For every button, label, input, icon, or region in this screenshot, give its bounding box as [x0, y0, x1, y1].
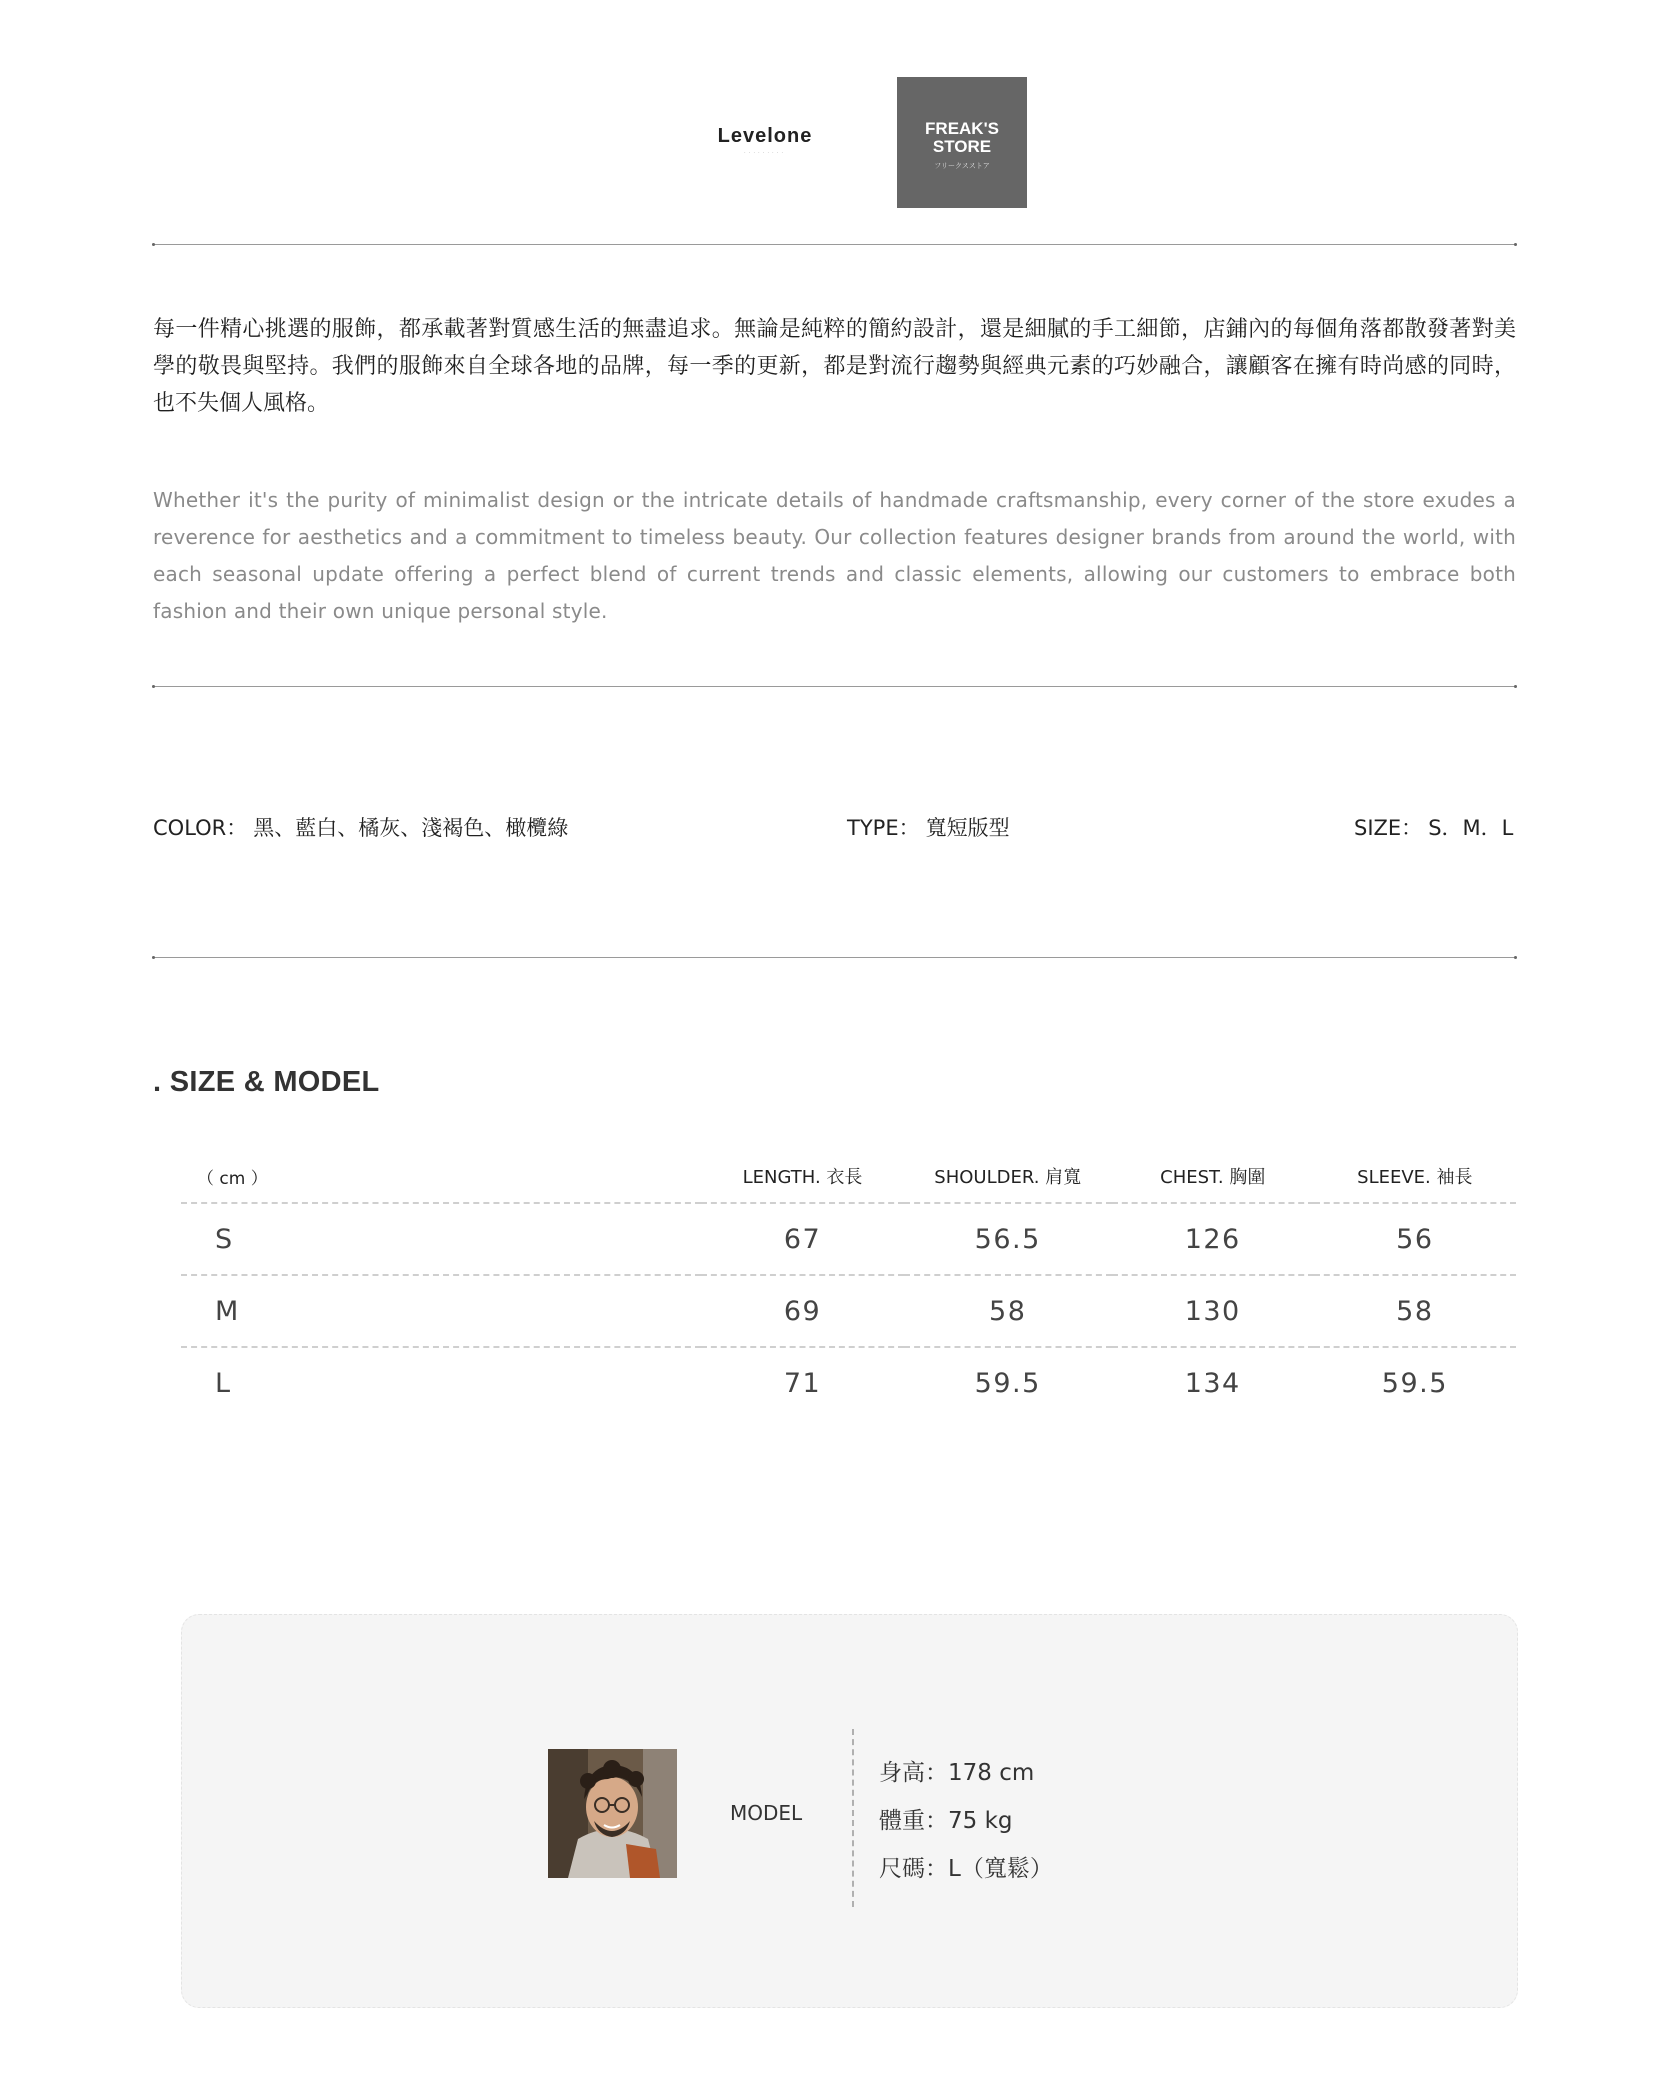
- cell-sleeve: 56: [1314, 1203, 1516, 1275]
- cell-chest: 126: [1112, 1203, 1314, 1275]
- spec-type: [847, 812, 1010, 842]
- model-photo: [548, 1749, 677, 1878]
- table-row: [181, 1275, 1516, 1347]
- cell-chest: 134: [1184, 1367, 1241, 1399]
- model-weight: 體重：75 kg: [879, 1808, 1013, 1834]
- section-title: . SIZE & MODEL: [153, 1066, 380, 1098]
- header-sleeve: SLEEVE. 袖長: [1314, 1150, 1516, 1203]
- row-size: M: [181, 1275, 701, 1347]
- cell-sleeve: 59.5: [1381, 1367, 1448, 1399]
- levelone-logo-subtext: ·········: [744, 150, 786, 156]
- divider: [153, 244, 1516, 245]
- divider: [153, 686, 1516, 687]
- model-portrait-illustration: [548, 1749, 677, 1878]
- brand-logos: [0, 77, 1664, 208]
- row-size: L: [215, 1367, 232, 1399]
- cell-chest: 130: [1112, 1275, 1314, 1347]
- table-row: [181, 1203, 1516, 1275]
- header-shoulder: SHOULDER. 肩寬: [904, 1150, 1112, 1203]
- spec-size: [1354, 812, 1513, 842]
- intro-english-text: Whether it's the purity of minimalist design or the intricate details of handmade craftsmanship, every corner of the store exudes a reverence for aesthetics and a commitment to timeless beauty. Our collection features designer brands from around the world, with each seasonal update offering a perfect blend of current trends and classic elements, allowing our customers to embrace both fashion and their own unique personal style.: [153, 488, 1516, 623]
- spec-size-value: S．M．L: [1428, 816, 1514, 840]
- model-divider: [852, 1729, 854, 1907]
- intro-chinese-text: 每一件精心挑選的服飾，都承載著對質感生活的無盡追求。無論是純粹的簡約設計，還是細膩的手工細節，店鋪內的每個角落都散發著對美學的敬畏與堅持。我們的服飾來自全球各地的品牌，每一季的更新，都是對流行趨勢與經典元素的巧妙融合，讓顧客在擁有時尚感的同時，也不失個人風格。: [153, 317, 1516, 416]
- cell-shoulder: 59.5: [974, 1367, 1041, 1399]
- header-length: LENGTH. 衣長: [701, 1150, 903, 1203]
- divider: [153, 957, 1516, 958]
- header-unit: （ cm ）: [181, 1150, 701, 1203]
- spec-color-value: 黑、藍白、橘灰、淺褐色、橄欖綠: [253, 816, 569, 840]
- levelone-logo: [700, 125, 830, 156]
- model-size: 尺碼：L（寬鬆）: [879, 1856, 1053, 1882]
- spec-size-label: SIZE：: [1354, 816, 1423, 840]
- cell-length: 71: [783, 1367, 822, 1399]
- freaks-logo-line3: フリークスストア: [934, 163, 990, 170]
- model-label: MODEL: [730, 1801, 803, 1825]
- freaks-store-logo: [897, 77, 1027, 208]
- row-size: S: [181, 1203, 701, 1275]
- spec-type-value: 寬短版型: [925, 816, 1010, 840]
- cell-shoulder: 56.5: [904, 1203, 1112, 1275]
- spec-color-label: COLOR：: [153, 816, 248, 840]
- freaks-logo-line1: FREAK'S: [925, 119, 999, 138]
- model-stats: [879, 1749, 1053, 1893]
- freaks-logo-line2: STORE: [932, 137, 992, 156]
- levelone-logo-text: Levelone: [717, 125, 813, 147]
- header-chest: CHEST. 胸圍: [1112, 1150, 1314, 1203]
- table-row: [181, 1347, 1516, 1418]
- cell-shoulder: 58: [904, 1275, 1112, 1347]
- cell-length: 67: [701, 1203, 903, 1275]
- table-header-row: [181, 1150, 1516, 1203]
- model-info-card: [181, 1614, 1518, 2008]
- spec-type-label: TYPE：: [847, 816, 920, 840]
- model-height: 身高：178 cm: [879, 1760, 1035, 1786]
- cell-length: 69: [701, 1275, 903, 1347]
- cell-sleeve: 58: [1314, 1275, 1516, 1347]
- spec-color: [153, 812, 568, 842]
- size-chart-table: [181, 1150, 1516, 1418]
